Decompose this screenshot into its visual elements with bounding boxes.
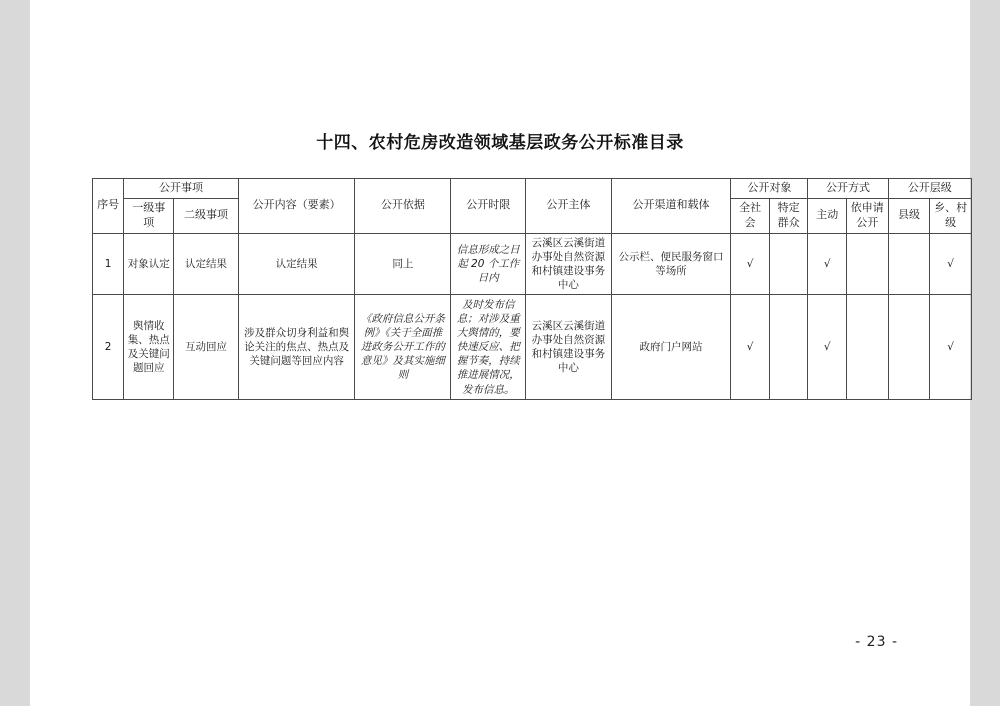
cell-active: √ (808, 233, 847, 295)
cell-seq: 1 (93, 233, 124, 295)
header-channel: 公开渠道和载体 (611, 179, 731, 234)
header-township-village: 乡、村级 (930, 198, 972, 233)
header-group-disclosure-level: 公开层级 (888, 179, 971, 199)
document-page (30, 0, 970, 706)
standard-catalog-table (92, 178, 972, 400)
header-level2: 二级事项 (174, 198, 239, 233)
header-seq: 序号 (93, 179, 124, 234)
header-subject: 公开主体 (526, 179, 611, 234)
cell-channel: 政府门户网站 (611, 295, 731, 400)
cell-specific-group (769, 233, 808, 295)
header-on-request: 依申请公开 (846, 198, 888, 233)
cell-all-society: √ (731, 295, 770, 400)
cell-content: 认定结果 (238, 233, 355, 295)
header-content: 公开内容（要素） (238, 179, 355, 234)
catalog-table (92, 178, 972, 400)
header-timing: 公开时限 (451, 179, 526, 234)
cell-level1: 舆情收集、热点及关键问题回应 (124, 295, 174, 400)
header-basis: 公开依据 (355, 179, 451, 234)
cell-specific-group (769, 295, 808, 400)
cell-active: √ (808, 295, 847, 400)
cell-seq: 2 (93, 295, 124, 400)
page-number: - 23 - (855, 634, 898, 650)
cell-basis: 同上 (355, 233, 451, 295)
header-active: 主动 (808, 198, 847, 233)
cell-township-village: √ (930, 295, 972, 400)
table-row (93, 295, 972, 400)
table-row (93, 233, 972, 295)
cell-level1: 对象认定 (124, 233, 174, 295)
cell-timing: 及时发布信息；对涉及重大舆情的，要快速反应、把握节奏，持续推进展情况，发布信息。 (451, 295, 526, 400)
page-title: 十四、农村危房改造领域基层政务公开标准目录 (316, 133, 684, 153)
cell-level2: 互动回应 (174, 295, 239, 400)
cell-on-request (846, 233, 888, 295)
header-group-disclosure-target: 公开对象 (731, 179, 808, 199)
table-header-group-row (93, 179, 972, 199)
cell-township-village: √ (930, 233, 972, 295)
header-all-society: 全社会 (731, 198, 770, 233)
cell-content: 涉及群众切身利益和舆论关注的焦点、热点及关键问题等回应内容 (238, 295, 355, 400)
cell-on-request (846, 295, 888, 400)
cell-all-society: √ (731, 233, 770, 295)
header-county-level: 县级 (888, 198, 930, 233)
cell-level2: 认定结果 (174, 233, 239, 295)
cell-timing: 信息形成之日起 20 个工作日内 (451, 233, 526, 295)
header-level1: 一级事项 (124, 198, 174, 233)
cell-channel: 公示栏、便民服务窗口等场所 (611, 233, 731, 295)
cell-county-level (888, 233, 930, 295)
cell-subject: 云溪区云溪街道办事处自然资源和村镇建设事务中心 (526, 233, 611, 295)
cell-basis: 《政府信息公开条例》《关于全面推进政务公开工作的意见》及其实施细则 (355, 295, 451, 400)
cell-subject: 云溪区云溪街道办事处自然资源和村镇建设事务中心 (526, 295, 611, 400)
header-group-disclosure-method: 公开方式 (808, 179, 888, 199)
cell-county-level (888, 295, 930, 400)
header-specific-group: 特定群众 (769, 198, 808, 233)
header-group-public-matters: 公开事项 (124, 179, 239, 199)
